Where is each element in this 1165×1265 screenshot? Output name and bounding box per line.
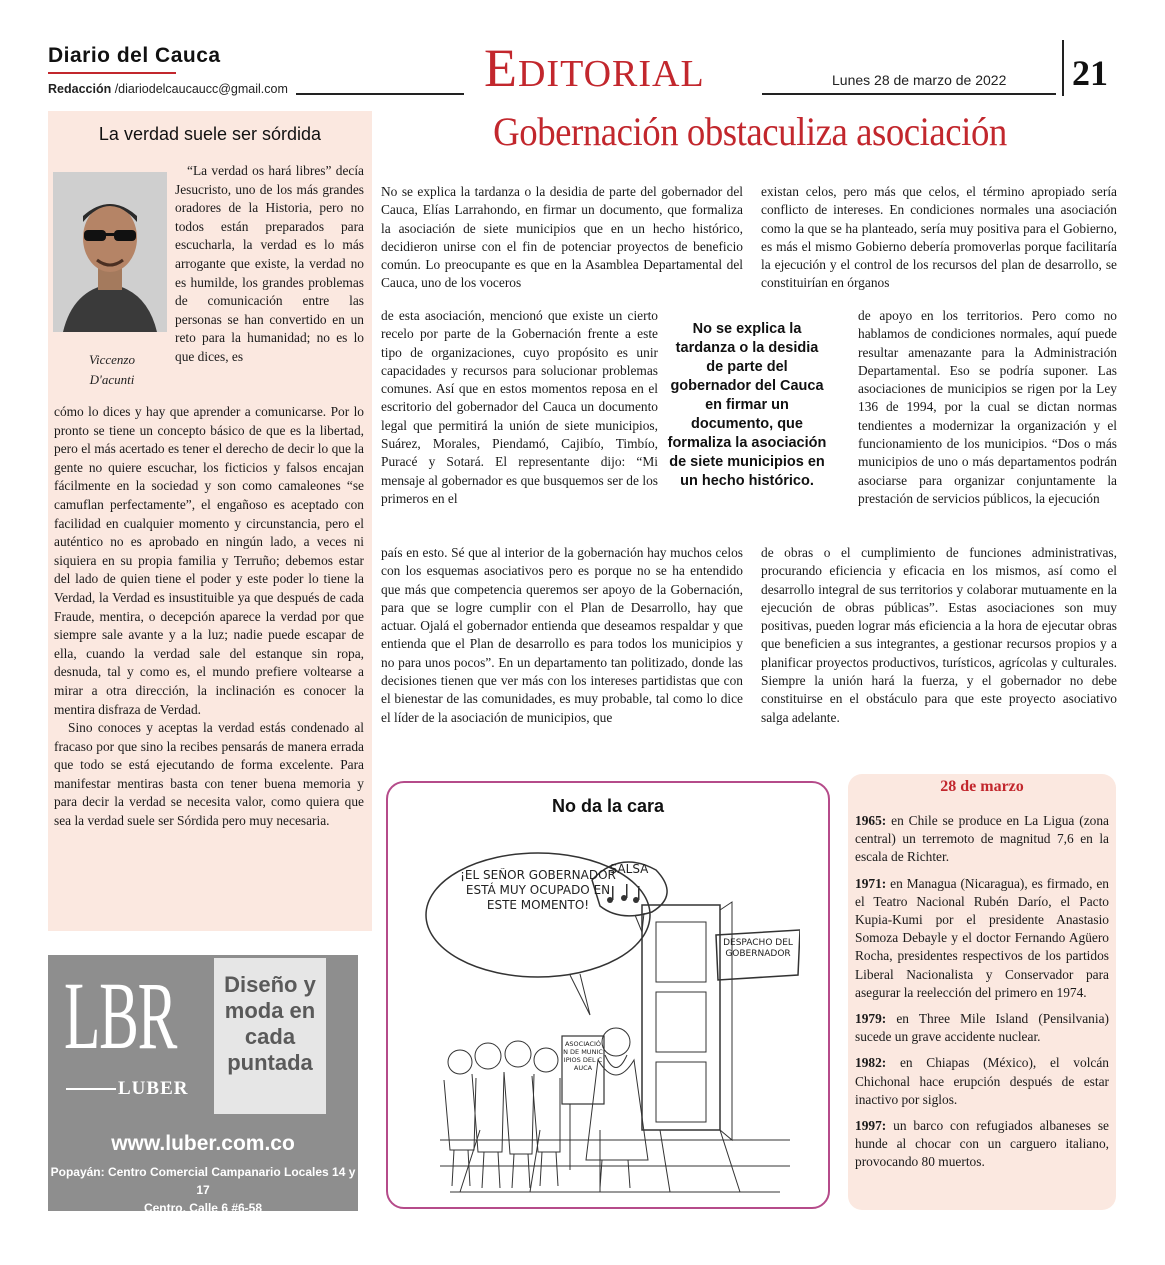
logo-underline (48, 72, 176, 74)
column-paragraph: cómo lo dices y hay que aprender a comunicarse. Por lo pronto se tiene un concepto básico de que es la libertad, pero el más acertado es tener el derecho de decir lo que la gente no quiere escuchar, los ficticios y falsos encajan fácilmente en la sociedad y son como camaleones “se camuflan perfectamente”, el engañoso es aceptado con facilidad en cualquier momento y circunstancia, pero el auténtico no es aprobado en ningún lado, a veces ni siquiera en su propia familia y Terruño; debemos estar del lado de quien tiene el poder y este poder lo tiene la Verdad, la Verdad es insustituible ya que después de cada Fraude, mentira, o decepción aparece la verdad por que siempre sale avante y a la luz; nadie puede escapar de ella, cuando la verdad sale del estanque sin ropa, desnuda, tal y como es, el mundo prefiere voltearse a mirar a otra dirección, la inclinación es conocer la mentira disfraza de Verdad. (54, 404, 364, 717)
ad-slogan: Diseño y moda en cada puntada (224, 972, 316, 1075)
editorial-text-a2: de esta asociación, mencionó que existe un cierto recelo por parte de la Gobernación frente a este tipo de organizaciones, cuyo propósito es unir capacidades y recursos para solucionar problemas comunes. Así que en estos momentos reposa en el escritorio del gobernador del Cauca un documento legal que permitirá la unión de siete municipios, Suárez, Morales, Piendamó, Cajibío, Timbío, Puracé y Sotará. El representante dijo: “Mi mensaje al gobernador es que busquemos ser de los primeros en el (381, 308, 658, 506)
editorial-text-b1: existan celos, pero más que celos, el término apropiado sería conflicto de intereses. En condiciones normales una asociación como la que se ha planteado, sería muy positiva para el Gobierno, es más el mismo Gobierno debería promoverlas porque facilitaría la ejecución y el control de los recursos del plan de desarrollo, se constituirían en órganos (761, 184, 1117, 291)
author-caption (62, 350, 162, 390)
efemerides-item (855, 1010, 1109, 1046)
author-last-name: D'acunti (89, 372, 135, 387)
luber-logo: LBR (64, 962, 177, 1069)
cartoon-illustration (420, 840, 800, 1200)
column-body (54, 403, 364, 831)
page-number-separator (1062, 40, 1064, 96)
efemerides-year: 1982: (855, 1055, 887, 1071)
column-title: La verdad suele ser sórdida (98, 124, 322, 144)
efemerides-text: en Chiapas (México), el volcán Chichonal hace erupción después de estar inactivo por siglos. (855, 1055, 1109, 1107)
header-rule-left (296, 93, 464, 95)
efemerides-text: en Three Mile Island (Pensilvania) sucede un grave accidente nuclear. (855, 1011, 1109, 1045)
header-rule-right (762, 93, 1056, 95)
editorial-text-a3: país en esto. Sé que al interior de la gobernación hay muchos celos con los esquemas asociativos pero es porque no se ha entendido que más que competencia queremos ser apoyo de la Gobernación, para que se logre cumplir con el Plan de Desarrollo, hay que actuar. Ojalá el gobernador entienda que deseamos respaldar y que entienda que el Plan de desarrollo es para todos los municipios y no para unos pocos”. En un departamento tan politizado, donde las decisiones tienen que ver más con los intereses partidistas que con el bienestar de las comunidades, es muy probable, tal como lo dice el líder de la asociación de municipios, que (381, 545, 743, 725)
placard-text: ASOCIACIÓN DE MUNICIPIOS DEL CAUCA (563, 1040, 603, 1072)
office-sign-text: DESPACHO DEL GOBERNADOR (723, 938, 793, 959)
efemerides-item (855, 1117, 1109, 1172)
efemerides-item (855, 875, 1109, 1002)
efemerides-text: en Chile se produce en La Ligua (zona central) un terremoto de magnitud 7,6 en la escala de Richter. (855, 813, 1109, 865)
editorial-text-a1: No se explica la tardanza o la desidia de parte del gobernador del Cauca, Elías Larrahondo, en firmar un documento, que formaliza la asociación de siete municipios que en un hecho histórico, decidieron unirse con el fin de potenciar proyectos de beneficio común. Lo preocupante es que en la Asamblea Departamental del Cauca, uno de los voceros (381, 184, 743, 291)
redaccion-label: Redacción (48, 82, 112, 96)
editorial-headline: Gobernación obstaculiza asociación (493, 109, 1007, 154)
author-first-name: Viccenzo (89, 352, 135, 367)
ad-address-line: Centro, Calle 6 #6-58 (143, 1201, 263, 1215)
column-paragraph: Sino conoces y aceptas la verdad estás condenado al fracaso por que sino la recibes pensarás de manera errada que todo se está ejecutando de forma excelente. Para manifestar mentiras basta con tener buena memoria y para decir la verdad se necesita valor, como quiera que sea la verdad suele ser Sórdida pero muy necesaria. (54, 720, 364, 829)
author-photo (53, 172, 167, 332)
editorial-text-b3: de obras o el cumplimiento de funciones administrativas, procurando eficiencia y eficacia en los mismos, así como el desarrollo integral de sus territorios y colaborar mutuamente en la ejecución de obras públicas”. Estas asociaciones son muy positivas, pueden lograr más eficiencia a la hora de ejecutar obras que beneficien a sus integrantes, a gestionar recursos propios y a planificar proyectos productivos, turísticos, agrícolas y culturales. Siempre la unión hará la fuerza, y el gobernador no debe constituirse en el obstáculo para que este proyecto asociativo salga adelante. (761, 545, 1117, 725)
ad-website-link[interactable]: www.luber.com.co (111, 1132, 295, 1155)
efemerides-year: 1997: (855, 1118, 887, 1134)
music-bubble-text: SALSA (609, 862, 649, 876)
column-lead-text: “La verdad os hará libres” decía Jesucristo, uno de los más grandes oradores de la Historia, pero no todos están preparados para escucharla, la verdad es lo más arrogante que existe, la verdad no es humilde, los grandes problemas de comunicación entre las personas se han convertido en un reto para la humanidad; no es lo que dices, es (175, 163, 364, 364)
redaccion-line (48, 82, 288, 96)
ad-address (48, 1163, 358, 1217)
editorial-text-b2: de apoyo en los territorios. Pero como no hablamos de condiciones normales, aquí puede resultar amenazante para la Administración Departamental. Eso se podría suponer. Las asociaciones de municipios se rigen por la Ley 136 de 1994, por la cual se dictan normas tendientes a modernizar la organización y el funcionamiento de los municipios. “Dos o más municipios de uno o más departamentos podrán asociarse para organizar conjuntamente la prestación de servicios públicos, la ejecución (858, 308, 1117, 506)
issue-date: Lunes 28 de marzo de 2022 (832, 72, 1007, 88)
efemerides-item (855, 1054, 1109, 1109)
cartoon-title: No da la cara (551, 796, 665, 816)
efemerides-year: 1979: (855, 1011, 887, 1027)
efemerides-list (855, 812, 1109, 1180)
ad-address-line: Popayán: Centro Comercial Campanario Locales 14 y 17 (50, 1165, 356, 1197)
newspaper-logo: Diario del Cauca (48, 44, 221, 67)
luber-brand: LUBER (118, 1078, 189, 1099)
efemerides-text: un barco con refugiados albaneses se hunde al chocar con un carguero italiano, provocando 80 muertos. (855, 1118, 1109, 1170)
logo-rule (66, 1088, 116, 1090)
speech-bubble-text: ¡EL SEÑOR GOBERNADOR ESTÁ MUY OCUPADO EN ESTE MOMENTO! (460, 868, 616, 912)
efemerides-title: 28 de marzo (940, 778, 1024, 795)
section-title: Editorial (484, 38, 705, 98)
redaccion-email: /diariodelcaucaucc@gmail.com (111, 82, 288, 96)
efemerides-year: 1971: (855, 875, 887, 891)
page-number: 21 (1072, 53, 1108, 93)
efemerides-item (855, 812, 1109, 867)
pull-quote: No se explica la tardanza o la desidia de parte del gobernador del Cauca en firmar un documento, que formaliza la asociación de siete municipios en un hecho histórico. (667, 321, 827, 489)
efemerides-text: en Managua (Nicaragua), es firmado, en el Teatro Nacional Rubén Darío, el Pacto Kupia-Kumi por el presidente Anastasio Somoza Debayle y el doctor Fernando Agüero Rocha, presidentes respectivos de los partidos Liberal Nacionalista y Conservador para asegurar la reelección del primero en 1974. (855, 875, 1109, 1000)
efemerides-year: 1965: (855, 813, 887, 828)
